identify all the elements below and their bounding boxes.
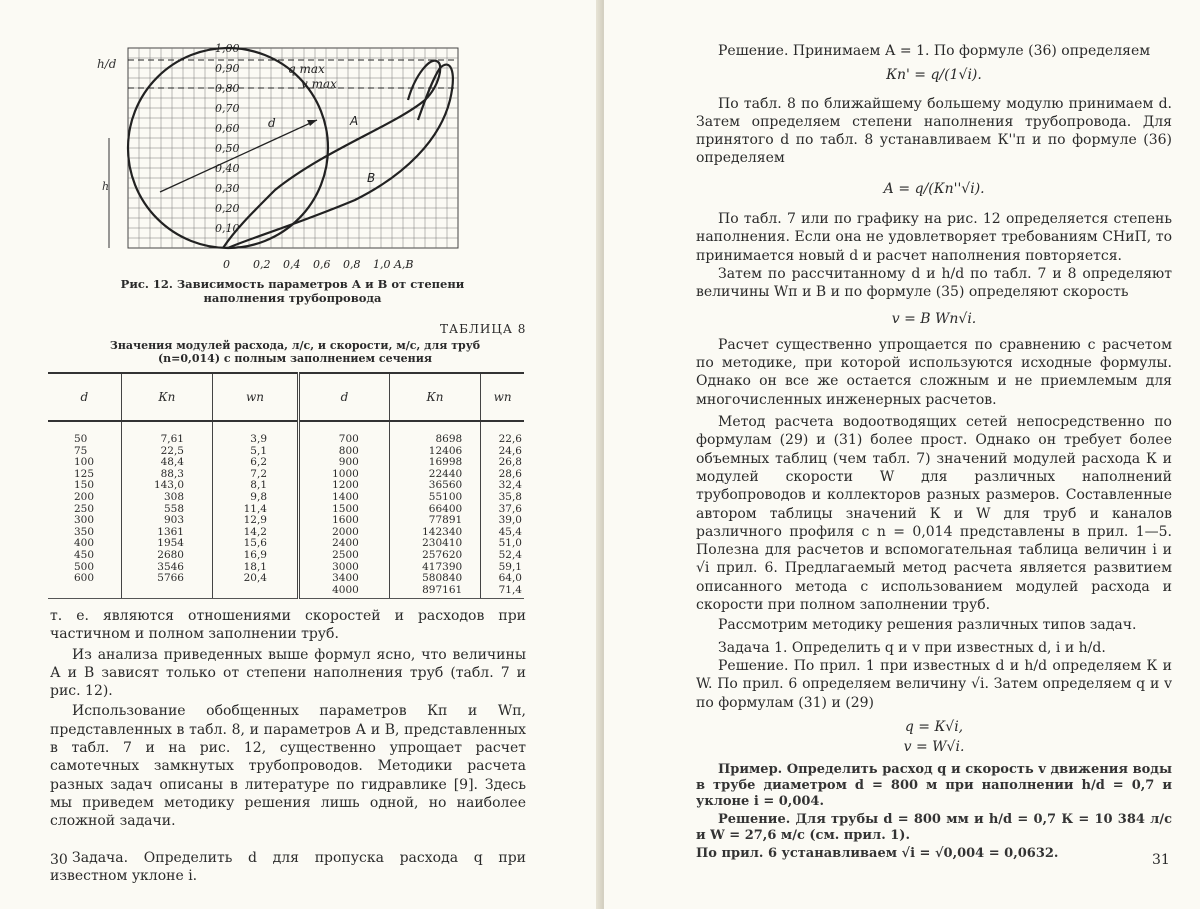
r-paragraph-9: Решение. По прил. 1 при известных d и h/d определяем К и W. По прил. 6 определяем величину √i. Затем определяем q и v по формулам (31) и (29)	[696, 657, 1172, 711]
example-solution: Решение. Для трубы d = 800 мм и h/d = 0,7 К = 10 384 л/с и W = 27,6 м/с (см. прил. 1).	[696, 812, 1172, 844]
table-cell: 59,1	[481, 562, 524, 574]
table-body	[48, 421, 524, 599]
formula-3: v = B Wп√i.	[891, 310, 977, 327]
table-cell: 897161	[389, 585, 480, 599]
table-cell: 3400	[299, 573, 390, 585]
table-cell: 22440	[389, 469, 480, 481]
table-cell	[213, 585, 299, 599]
table-cell: 16998	[389, 457, 480, 469]
header-d-2: d	[299, 373, 390, 421]
table-cell: 2500	[299, 550, 390, 562]
table-cell: 14,2	[213, 527, 299, 539]
table-cell: 5,1	[213, 446, 299, 458]
table-cell: 45,4	[481, 527, 524, 539]
x-tick: 0	[223, 258, 230, 271]
table-cell: 5766	[121, 573, 212, 585]
table-cell: 22,5	[121, 446, 212, 458]
table-cell: 900	[299, 457, 390, 469]
y-tick: 0,50	[215, 142, 240, 155]
y-tick: 0,20	[215, 202, 240, 215]
table-cell: 100	[74, 456, 95, 469]
x-tick-labels	[223, 258, 414, 271]
y-axis-label: h/d	[97, 57, 117, 71]
right-page	[604, 0, 1200, 909]
header-wp-2: wп	[481, 373, 524, 421]
table-cell: 77891	[389, 515, 480, 527]
curve-a-label: A	[350, 114, 359, 128]
table-cell: 24,6	[481, 446, 524, 458]
table-cell: 51,0	[481, 538, 524, 550]
table-cell	[121, 585, 212, 599]
table-cell: 9,8	[213, 492, 299, 504]
y-tick: 0,30	[215, 182, 240, 195]
table-cell: 2680	[121, 550, 212, 562]
table-caption: Значения модулей расхода, л/с, и скорости, м/с, для труб (n=0,014) с полным заполнением сечения	[109, 339, 481, 365]
table-cell: 417390	[389, 562, 480, 574]
x-tick: 0,4	[283, 258, 301, 271]
table-cell: 257620	[389, 550, 480, 562]
table-cell: 230410	[389, 538, 480, 550]
table-row	[48, 492, 524, 504]
table-cell: 71,4	[481, 585, 524, 599]
task-paragraph: Задача. Определить d для пропуска расхода q при известном уклоне i.	[50, 849, 526, 884]
header-kp: Кп	[121, 373, 212, 421]
table-cell: 3546	[121, 562, 212, 574]
formula-5: v = W√i.	[903, 739, 965, 756]
figure-caption: Рис. 12. Зависимость параметров А и В от степени наполнения трубопровода	[120, 277, 465, 305]
formula-2: А = q/(Кп''√i).	[883, 180, 985, 197]
table-row	[48, 573, 524, 585]
table-cell: 1200	[299, 480, 390, 492]
table-cell: 558	[121, 504, 212, 516]
table-cell: 11,4	[213, 504, 299, 516]
vmax-label: v max	[301, 77, 337, 91]
x-tick: 0,6	[313, 258, 331, 271]
diameter-label: d	[268, 116, 276, 130]
table-cell: 50	[74, 433, 88, 445]
table-cell: 64,0	[481, 573, 524, 585]
table-cell: 250	[74, 502, 95, 515]
example-sqrt: По прил. 6 устанавливаем √i = √0,004 = 0,0632.	[696, 846, 1059, 862]
right-body-text	[696, 42, 1172, 862]
table-cell: 450	[74, 548, 95, 561]
table-cell: 20,4	[213, 573, 299, 585]
table-cell: 48,4	[121, 457, 212, 469]
y-tick: 0,60	[215, 122, 240, 135]
y-tick: 0,90	[215, 62, 240, 75]
table-row	[48, 515, 524, 527]
r-paragraph-8: Задача 1. Определить q и v при известных d, i и h/d.	[718, 639, 1106, 656]
r-paragraph-5: Расчет существенно упрощается по сравнению с расчетом по методике, при которой используются исходные формулы. Однако он все же остается сложным и не приемлемым для многочисленных инженерных расчетов.	[696, 336, 1172, 408]
r-paragraph-3: По табл. 7 или по графику на рис. 12 определяется степень наполнения. Если она не удовлетворяет требованиям СНиП, то принимается новый d и расчет наполнения повторяется.	[696, 211, 1172, 264]
table-cell: 22,6	[481, 421, 524, 446]
table-cell: 8698	[389, 421, 480, 446]
table-cell: 88,3	[121, 469, 212, 481]
table-cell: 580840	[389, 573, 480, 585]
table-cell: 142340	[389, 527, 480, 539]
paragraph-3: Использование обобщенных параметров Кп и Wп, представленных в табл. 8, и параметров А и В, представленных в табл. 7 и на рис. 12, существенно упрощает расчет самотечных замкнутых трубопроводов. Методики расчета разных задач описаны в литературе по гидравлике [9]. Здесь мы приведем методику решения лишь одной, но наиболее сложной задачи.	[50, 703, 526, 830]
table-cell: 35,8	[481, 492, 524, 504]
header-d: d	[48, 373, 121, 421]
h-marker: h	[102, 180, 110, 193]
table-8	[48, 372, 524, 599]
table-cell: 28,6	[481, 469, 524, 481]
table-cell: 36560	[389, 480, 480, 492]
formula-1: Кп' = q/(1√i).	[886, 67, 982, 84]
table-cell: 4000	[299, 585, 390, 599]
table-cell: 903	[121, 515, 212, 527]
example-paragraph: Пример. Определить расход q и скорость v движения воды в трубе диаметром d = 800 м при наполнении h/d = 0,7 и уклоне i = 0,004.	[696, 762, 1172, 810]
table-cell: 8,1	[213, 480, 299, 492]
curve-b	[228, 65, 453, 248]
table-cell: 12,9	[213, 515, 299, 527]
table-cell: 1600	[299, 515, 390, 527]
table-cell: 2400	[299, 538, 390, 550]
table-cell: 66400	[389, 504, 480, 516]
r-paragraph-2: По табл. 8 по ближайшему большему модулю принимаем d. Затем определяем степени наполнения трубопровода. Для принятого d по табл. 8 устанавливаем К''п и по формуле (36) определяем	[696, 95, 1172, 167]
y-tick: 0,10	[215, 222, 240, 235]
left-body-text	[50, 607, 526, 885]
table-cell: 3000	[299, 562, 390, 574]
arrow-head	[307, 120, 317, 126]
table-cell: 3,9	[213, 421, 299, 446]
table-cell: 6,2	[213, 457, 299, 469]
r-paragraph-7: Рассмотрим методику решения различных типов задач.	[718, 617, 1137, 634]
x-tick: 0,2	[253, 258, 271, 271]
y-tick: 1,00	[215, 42, 240, 55]
table-row	[48, 585, 524, 599]
page-number-left: 30	[50, 852, 68, 868]
y-tick: 0,70	[215, 102, 240, 115]
table-cell: 200	[74, 490, 95, 503]
table-cell: 7,61	[121, 421, 212, 446]
table-cell: 39,0	[481, 515, 524, 527]
table-cell: 700	[299, 421, 390, 446]
table-cell: 1500	[299, 504, 390, 516]
table-cell: 500	[74, 560, 95, 573]
table-cell: 2000	[299, 527, 390, 539]
table-cell: 15,6	[213, 538, 299, 550]
figure-12	[95, 40, 495, 280]
table-title: ТАБЛИЦА 8	[440, 322, 527, 336]
table-cell: 37,6	[481, 504, 524, 516]
table-cell: 12406	[389, 446, 480, 458]
table-cell: 400	[74, 537, 95, 550]
table-cell: 150	[74, 479, 95, 492]
table-cell: 143,0	[121, 480, 212, 492]
x-tick: 1,0 A,B	[373, 258, 414, 271]
table-cell: 7,2	[213, 469, 299, 481]
table-cell: 1000	[299, 469, 390, 481]
ab-chart	[95, 40, 495, 280]
r-paragraph-4: Затем по рассчитанному d и h/d по табл. 7 и 8 определяют величины Wп и В и по формуле (35) определяют скорость	[696, 265, 1172, 301]
paragraph-2: Из анализа приведенных выше формул ясно, что величины А и В зависят только от степени наполнения труб (табл. 7 и рис. 12).	[50, 646, 526, 700]
table-cell: 1361	[121, 527, 212, 539]
table-row	[48, 550, 524, 562]
table-cell: 32,4	[481, 480, 524, 492]
table-cell: 16,9	[213, 550, 299, 562]
table-cell: 308	[121, 492, 212, 504]
header-wp: wп	[213, 373, 299, 421]
table-cell: 52,4	[481, 550, 524, 562]
chart-grid	[128, 48, 458, 248]
r-paragraph-1: Решение. Принимаем А = 1. По формуле (36) определяем	[718, 43, 1151, 59]
table-cell: 75	[74, 444, 88, 457]
table-cell: 55100	[389, 492, 480, 504]
table-cell: 125	[74, 467, 95, 480]
table-row	[48, 421, 524, 446]
y-tick: 0,40	[215, 162, 240, 175]
table-cell: 350	[74, 525, 95, 538]
formula-4: q = К√i,	[904, 718, 964, 735]
curve-b-label: B	[367, 171, 376, 185]
table-cell: 1400	[299, 492, 390, 504]
r-paragraph-6: Метод расчета водоотводящих сетей непосредственно по формулам (29) и (31) более прост. Однако он требует более объемных таблиц (чем табл. 7) значений модулей расхода К и модулей скорости W для различных наполнений трубопроводов и коллекторов разных размеров. Составленные автором таблицы значений К и W для труб и каналов различного профиля с n = 0,014 представлены в прил. 1—5. Полезна для расчетов и вспомогательная таблица величин i и √i прил. 6. Предлагаемый метод расчета является развитием описанного метода с использованием модулей расхода и скорости при полном заполнении труб.	[696, 414, 1172, 614]
table-cell: 800	[299, 446, 390, 458]
table-cell: 26,8	[481, 457, 524, 469]
table-cell: 600	[74, 572, 95, 585]
table-cell: 18,1	[213, 562, 299, 574]
header-kp-2: Кп	[389, 373, 480, 421]
qmax-label: q max	[288, 62, 325, 76]
x-tick: 0,8	[343, 258, 361, 271]
table-cell	[48, 585, 121, 599]
table-cell: 300	[74, 514, 95, 527]
paragraph-1: т. е. являются отношениями скоростей и расходов при частичном и полном заполнении труб.	[50, 608, 526, 643]
y-tick: 0,80	[215, 82, 240, 95]
table-cell: 1954	[121, 538, 212, 550]
page-number-right: 31	[1152, 852, 1170, 868]
